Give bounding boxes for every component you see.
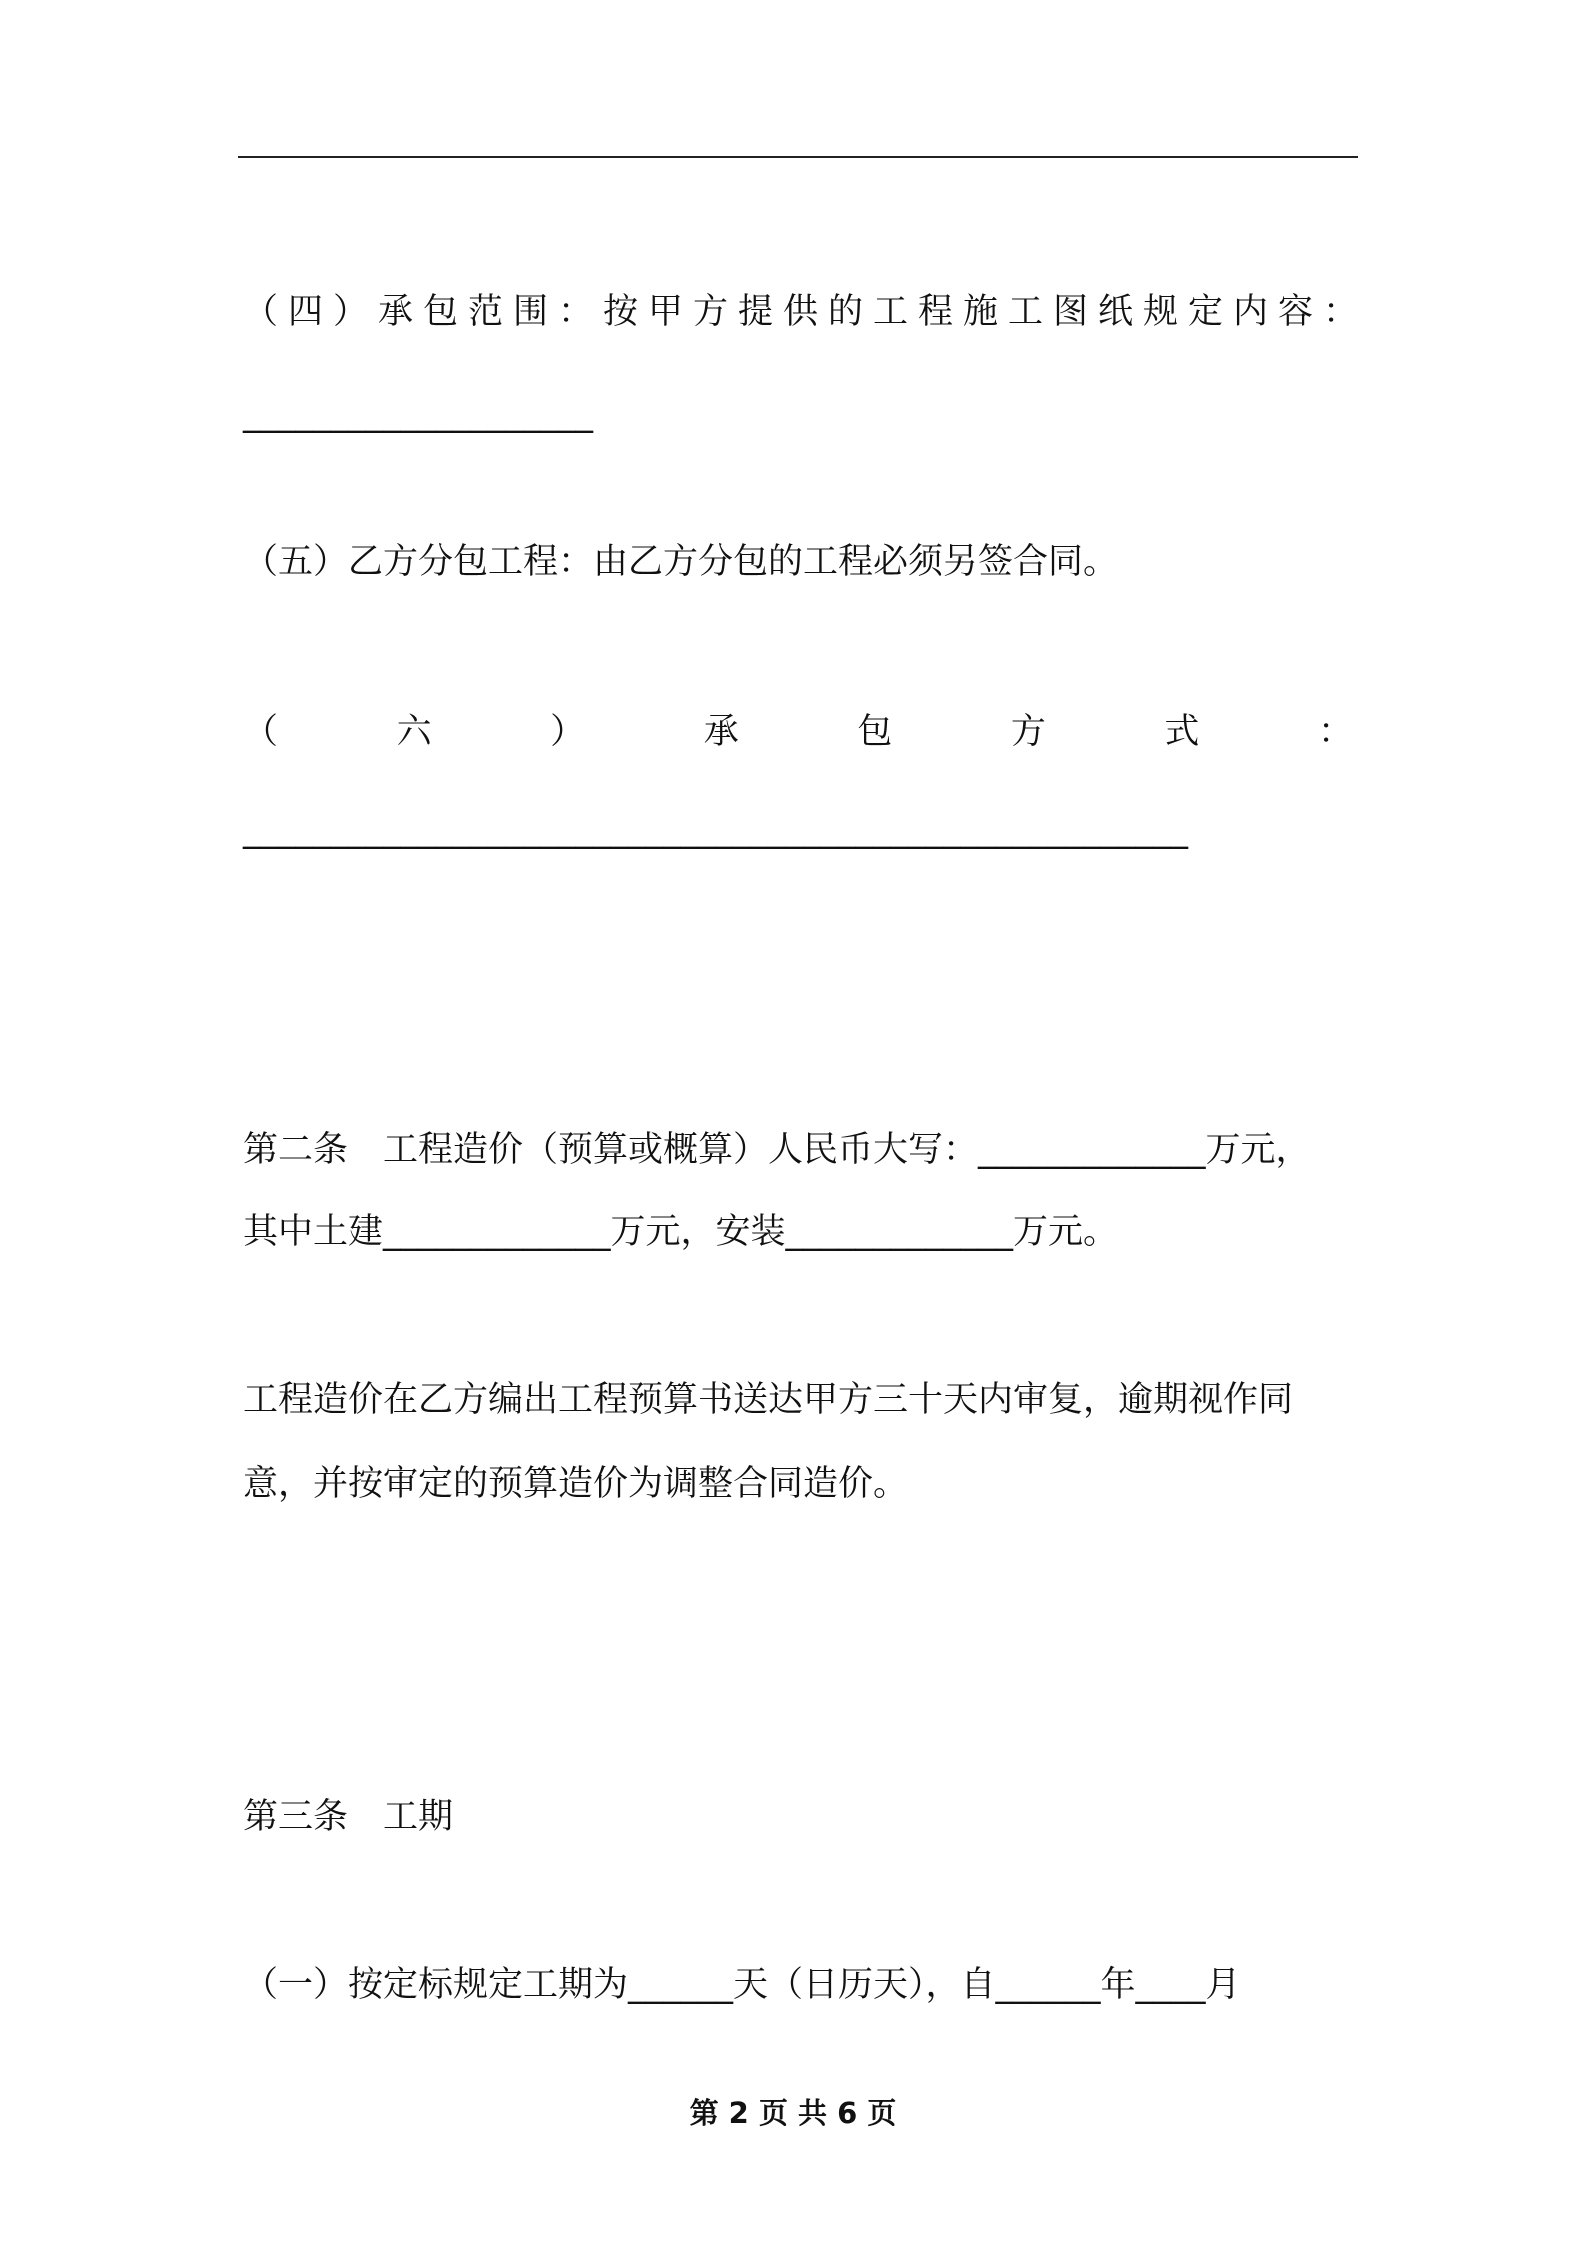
method-char: 方 <box>1010 712 1046 752</box>
method-char: 式 <box>1164 712 1200 752</box>
header-rule <box>238 156 1358 158</box>
method-char: （ <box>243 712 279 752</box>
article2-review-line2: 意，并按审定的预算造价为调整合同造价。 <box>243 1464 909 1504</box>
article3-item1: （一）按定标规定工期为______天（日历天），自______年____月 <box>243 1965 1241 2005</box>
page-footer: 第 2 页 共 6 页 <box>689 2096 897 2130</box>
scope-fill-blank: ____________________ <box>243 394 593 434</box>
article2-price-line1: 第二条 工程造价（预算或概算）人民币大写：_____________万元， <box>243 1130 1311 1170</box>
method-char: ： <box>1317 712 1353 752</box>
method-char: ） <box>550 712 586 752</box>
article3-title: 第三条 工期 <box>243 1797 454 1837</box>
method-fill-blank: ______________________________________________________ <box>243 810 1188 850</box>
method-char: 包 <box>857 712 893 752</box>
paragraph-subcontract: （五）乙方分包工程：由乙方分包的工程必须另签合同。 <box>243 542 1119 582</box>
paragraph-contract-method <box>243 710 1353 754</box>
article2-review-line1: 工程造价在乙方编出工程预算书送达甲方三十天内审复，逾期视作同 <box>243 1380 1294 1420</box>
article2-price-line2: 其中土建_____________万元，安装_____________万元。 <box>243 1212 1119 1252</box>
method-char: 承 <box>703 712 739 752</box>
paragraph-contract-scope: （四）承包范围：按甲方提供的工程施工图纸规定内容： <box>243 292 1369 332</box>
method-char: 六 <box>396 712 432 752</box>
